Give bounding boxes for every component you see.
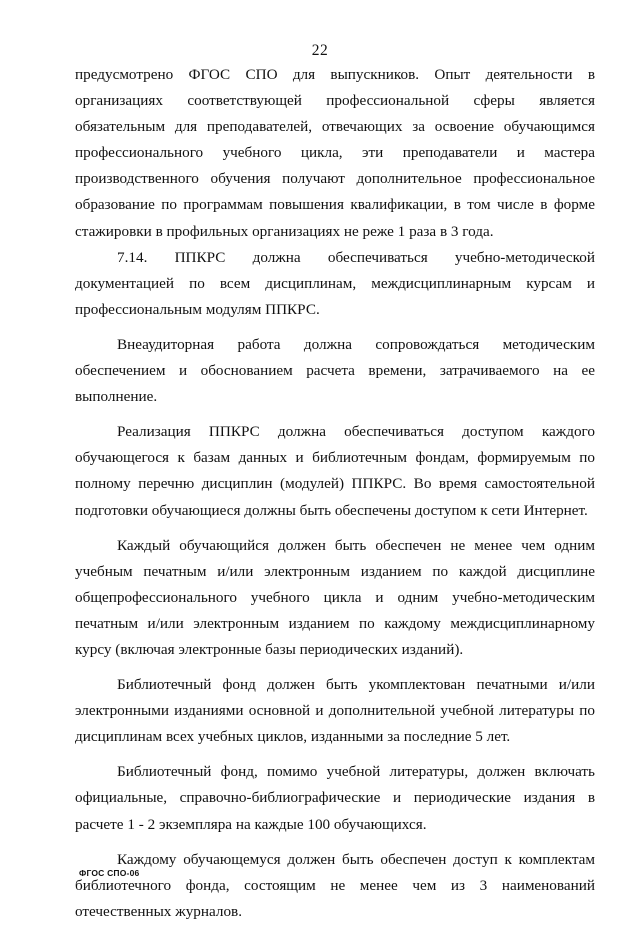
paragraph-database-access: Реализация ППКРС должна обеспечиваться доступом каждого обучающегося к базам данных и библиотечным фондам, формируемым по полному перечню дисциплин (модулей) ППКРС. Во время самостоятельной подготовки обучающиеся должны быть обеспечены доступом к сети Интернет. [75, 423, 595, 519]
footer-standard-code: ФГОС СПО-06 [79, 868, 140, 878]
paragraph-journal-access: Каждому обучающемуся должен быть обеспечен доступ к комплектам библиотечного фонда, состоящим не менее чем из 3 наименований отечественных журналов. [75, 850, 595, 920]
paragraph-library-fund-contents: Библиотечный фонд, помимо учебной литературы, должен включать официальные, справочно-библиографические и периодические издания в расчете 1 - 2 экземпляра на каждые 100 обучающихся. [75, 763, 595, 833]
paragraph-textbook-provision: Каждый обучающийся должен быть обеспечен не менее чем одним учебным печатным и/или электронным изданием по каждой дисциплине общепрофессионального учебного цикла и одним учебно-методическим печатным и/или электронным изданием по каждому междисциплинарному курсу (включая электронные базы периодических изданий). [75, 536, 595, 658]
paragraph-continuation: предусмотрено ФГОС СПО для выпускников. Опыт деятельности в организациях соответствующей профессиональной сферы является обязательным для преподавателей, отвечающих за освоение обучающимся профессионального учебного цикла, эти преподаватели и мастера производственного обучения получают дополнительное профессиональное образование по программам повышения квалификации, в том числе в форме стажировки в профильных организациях не реже 1 раза в 3 года. [75, 66, 595, 240]
document-body [75, 62, 595, 925]
paragraph-extracurricular-work: Внеаудиторная работа должна сопровождаться методическим обеспечением и обоснованием расчета времени, затрачиваемого на ее выполнение. [75, 335, 595, 406]
paragraph-library-fund-stocking: Библиотечный фонд должен быть укомплектован печатными и/или электронными изданиями основной и дополнительной учебной литературы по дисциплинам всех учебных циклов, изданными за последние 5 лет. [75, 676, 595, 746]
page-number: 22 [311, 42, 329, 59]
paragraph-7-14: 7.14. ППКРС должна обеспечиваться учебно-методической документацией по всем дисциплинам, междисциплинарным курсам и профессиональным модулям ППКРС. [75, 248, 595, 318]
